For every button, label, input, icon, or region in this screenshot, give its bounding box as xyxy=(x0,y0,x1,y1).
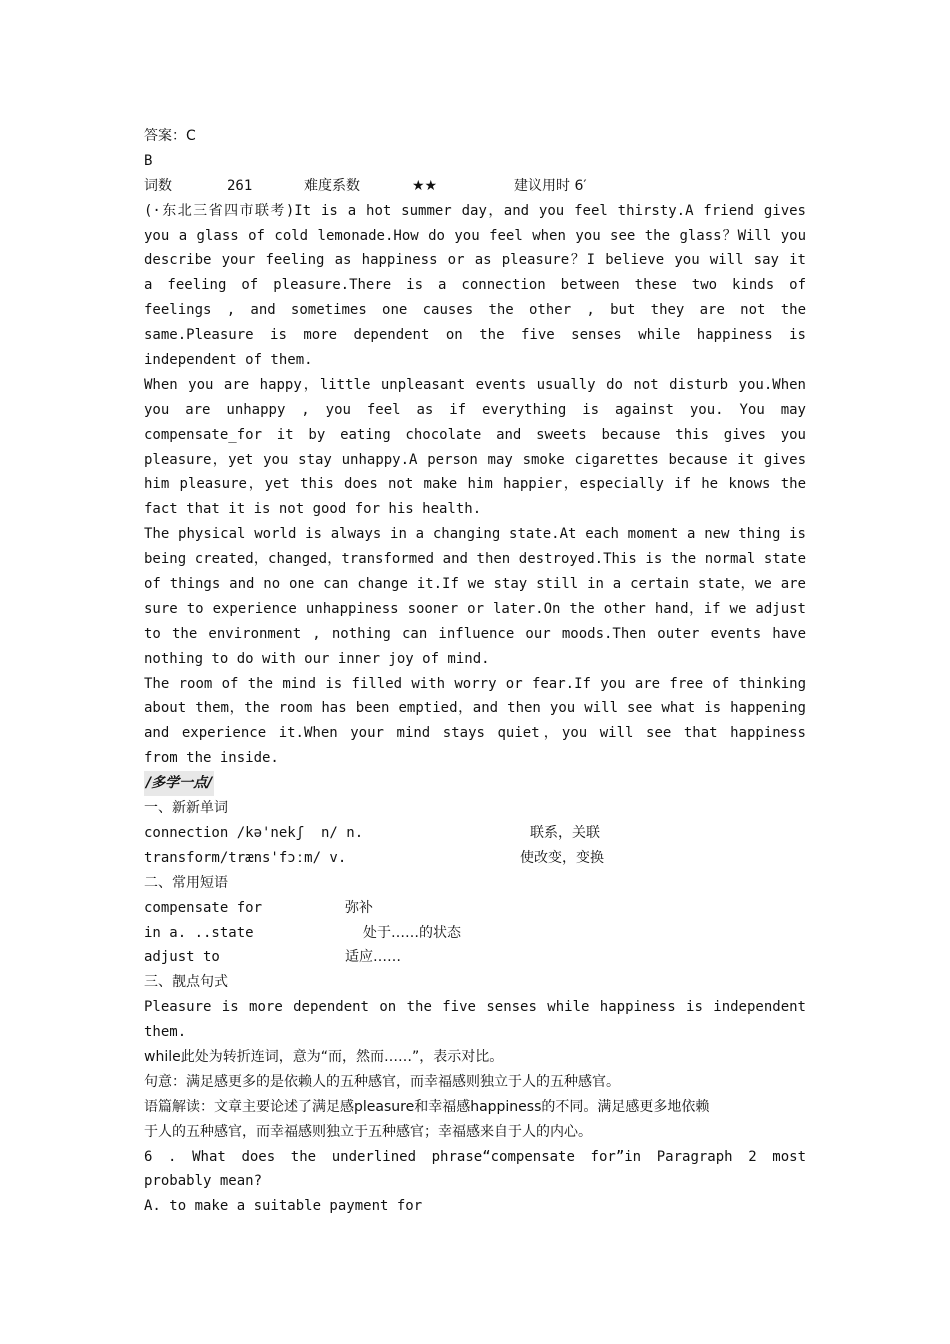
phrase-meaning: 处于……的状态 xyxy=(363,924,461,941)
p1-line: (·东北三省四市联考)It is a hot summer day，and you feel thirsty.A friend gives xyxy=(144,202,806,219)
passage-paragraph-2 xyxy=(144,373,806,522)
vocab-row xyxy=(144,846,806,871)
p3-line: of things and no one can change it.If we stay still in a certain state，we are xyxy=(144,576,806,593)
p2-line: him pleasure，yet this does not make him happier，especially if he knows the xyxy=(144,476,806,493)
word-count-label: 词数 xyxy=(144,177,172,194)
p2-line: When you are happy，little unpleasant events usually do not disturb you.When xyxy=(144,376,806,393)
phrase: adjust to xyxy=(144,949,220,966)
passage-paragraph-3 xyxy=(144,522,806,671)
p2-line: you are unhappy , you feel as if everything is against you. You may xyxy=(144,401,806,418)
p4-line: The room of the mind is filled with worry or fear.If you are free of thinking xyxy=(144,675,806,692)
analysis-line: 于人的五种感官，而幸福感则独立于五种感官；幸福感来自于人的内心。 xyxy=(144,1123,592,1140)
p3-line: to the environment , nothing can influence our moods.Then outer events have xyxy=(144,625,806,642)
phrase: compensate for xyxy=(144,899,263,916)
section-2-title: 二、常用短语 xyxy=(144,874,228,891)
p4-line: from the inside. xyxy=(144,750,279,767)
p1-line: same.Pleasure is more dependent on the five senses while happiness is xyxy=(144,327,806,344)
phrase-row xyxy=(144,945,806,970)
document-page xyxy=(144,124,806,1219)
p2-line: pleasure，yet you stay unhappy.A person may smoke cigarettes because it gives xyxy=(144,451,806,468)
answer-line: 答案：C xyxy=(144,128,196,144)
passage-paragraph-4 xyxy=(144,672,806,772)
difficulty-label: 难度系数 xyxy=(304,177,360,194)
grammar-note: while此处为转折连词，意为“而，然而……”，表示对比。 xyxy=(144,1048,504,1065)
vocab-meaning: 联系，关联 xyxy=(530,824,600,841)
question-line: probably mean? xyxy=(144,1173,263,1190)
p4-line: and experience it.When your mind stays quiet，you will see that happiness xyxy=(144,725,806,742)
time-label: 建议用时 6′ xyxy=(514,177,587,194)
section-letter: B xyxy=(144,152,153,169)
phrase-row xyxy=(144,896,806,921)
sentence-meaning: 句意：满足感更多的是依赖人的五种感官，而幸福感则独立于人的五种感官。 xyxy=(144,1073,620,1090)
phrase: in a. ..state xyxy=(144,924,254,941)
question-line: 6 . What does the underlined phrase“compensate for”in Paragraph 2 most xyxy=(144,1148,806,1165)
p3-line: The physical world is always in a changing state.At each moment a new thing is xyxy=(144,526,806,543)
p2-line: fact that it is not good for his health. xyxy=(144,501,482,518)
phrase-meaning: 弥补 xyxy=(345,899,373,916)
sentence-line: Pleasure is more dependent on the five senses while happiness is independent xyxy=(144,999,806,1016)
extra-heading: /多学一点/ xyxy=(144,771,214,796)
p3-line: being created，changed，transformed and then destroyed.This is the normal state xyxy=(144,551,806,568)
p1-line: feelings , and sometimes one causes the other , but they are not the xyxy=(144,302,806,319)
meta-row xyxy=(144,174,806,199)
vocab-meaning: 使改变，变换 xyxy=(520,849,604,866)
difficulty-stars: ★★ xyxy=(412,177,438,194)
option-a: A. to make a suitable payment for xyxy=(144,1198,423,1215)
section-1-title: 一、新新单词 xyxy=(144,800,228,817)
phrase-row xyxy=(144,921,806,946)
p3-line: sure to experience unhappiness sooner or later.On the other hand，if we adjust xyxy=(144,600,806,617)
p4-line: about them，the room has been emptied，and then you will see what is happening xyxy=(144,700,806,717)
vocab-word: transform/træns'fɔːm/ v. xyxy=(144,849,347,866)
vocab-word: connection /kə'nekʃ n/ n. xyxy=(144,824,364,841)
passage-paragraph-1 xyxy=(144,199,806,373)
vocab-row xyxy=(144,821,806,846)
word-count: 261 xyxy=(227,177,253,194)
p1-line: describe your feeling as happiness or as pleasure？I believe you will say it xyxy=(144,252,806,269)
analysis-line: 语篇解读：文章主要论述了满足感pleasure和幸福感happiness的不同。满足感更多地依赖 xyxy=(144,1098,710,1115)
section-3-title: 三、靓点句式 xyxy=(144,974,228,991)
p1-line: independent of them. xyxy=(144,352,313,369)
p2-line: compensate_for it by eating chocolate and sweets because this gives you xyxy=(144,426,806,443)
phrase-meaning: 适应…… xyxy=(345,949,401,966)
p1-line: a feeling of pleasure.There is a connection between these two kinds of xyxy=(144,277,806,294)
p3-line: nothing to do with our inner joy of mind. xyxy=(144,650,490,667)
sentence-line: them. xyxy=(144,1024,187,1041)
extra-heading-row xyxy=(144,771,806,796)
p1-line: you a glass of cold lemonade.How do you feel when you see the glass？Will you xyxy=(144,227,806,244)
